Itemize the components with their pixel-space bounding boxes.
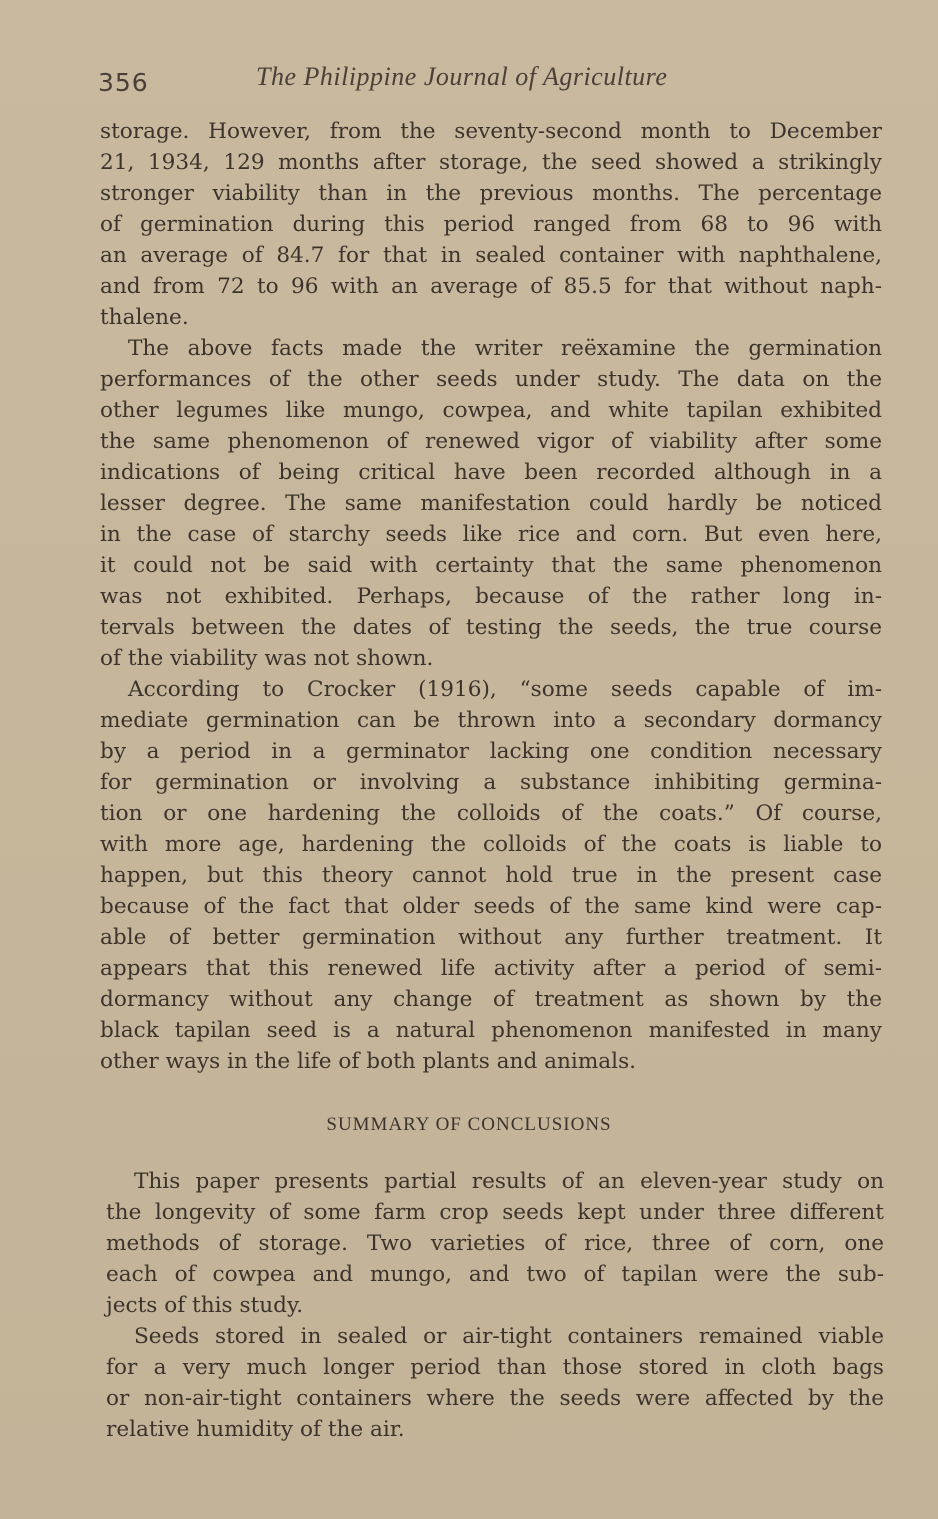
text-line: happen, but this theory cannot hold true in the present case [100, 863, 882, 888]
text-line: dormancy without any change of treatment as shown by the [100, 987, 882, 1012]
text-line: for germination or involving a substance inhibiting germina- [100, 770, 882, 795]
text-line: by a period in a germinator lacking one condition necessary [100, 739, 882, 764]
text-line: Seeds stored in sealed or air-tight containers remained viable [134, 1324, 884, 1349]
text-line: mediate germination can be thrown into a secondary dormancy [100, 708, 882, 733]
text-line: performances of the other seeds under study. The data on the [100, 367, 882, 392]
text-line: an average of 84.7 for that in sealed container with naphthalene, [100, 243, 882, 268]
text-line: each of cowpea and mungo, and two of tapilan were the sub- [106, 1262, 884, 1287]
text-line: because of the fact that older seeds of the same kind were cap- [100, 894, 882, 919]
text-line: 21, 1934, 129 months after storage, the seed showed a strikingly [100, 150, 882, 175]
text-line: was not exhibited. Perhaps, because of the rather long in- [100, 584, 882, 609]
page-number: 356 [98, 68, 149, 97]
text-line: other legumes like mungo, cowpea, and white tapilan exhibited [100, 398, 882, 423]
text-line: for a very much longer period than those stored in cloth bags [106, 1355, 884, 1380]
text-line: storage. However, from the seventy-second month to December [100, 119, 882, 144]
text-line: the longevity of some farm crop seeds kept under three different [106, 1200, 884, 1225]
paragraph-summary-scope [106, 1166, 884, 1321]
text-line: and from 72 to 96 with an average of 85.5 for that without naph- [100, 274, 882, 299]
text-line: methods of storage. Two varieties of rice, three of corn, one [106, 1231, 884, 1256]
paragraph-other-seeds [100, 333, 882, 674]
journal-title: The Philippine Journal of Agriculture [256, 62, 668, 91]
text-line: other ways in the life of both plants and animals. [100, 1049, 637, 1074]
text-line: jects of this study. [106, 1293, 304, 1318]
body-text [100, 116, 882, 1077]
paragraph-summary-sealed-containers [106, 1321, 884, 1445]
text-line: This paper presents partial results of an eleven-year study on [134, 1169, 884, 1194]
text-line: appears that this renewed life activity after a period of semi- [100, 956, 882, 981]
text-line: tervals between the dates of testing the seeds, the true course [100, 615, 882, 640]
text-line: of the viability was not shown. [100, 646, 434, 671]
paragraph-storage-results [100, 116, 882, 333]
paragraph-crocker-citation [100, 674, 882, 1077]
text-line: According to Crocker (1916), “some seeds capable of im- [128, 677, 882, 702]
text-line: it could not be said with certainty that the same phenomenon [100, 553, 882, 578]
text-line: black tapilan seed is a natural phenomenon manifested in many [100, 1018, 882, 1043]
text-line: The above facts made the writer reëxamine the germination [128, 336, 882, 361]
text-line: relative humidity of the air. [106, 1417, 405, 1442]
text-line: of germination during this period ranged from 68 to 96 with [100, 212, 882, 237]
text-line: thalene. [100, 305, 189, 330]
summary-text [106, 1166, 884, 1445]
text-line: indications of being critical have been recorded although in a [100, 460, 882, 485]
text-line: stronger viability than in the previous months. The percentage [100, 181, 882, 206]
text-line: with more age, hardening the colloids of the coats is liable to [100, 832, 882, 857]
section-heading-summary: SUMMARY OF CONCLUSIONS [326, 1114, 612, 1135]
text-line: tion or one hardening the colloids of the coats.” Of course, [100, 801, 882, 826]
text-line: able of better germination without any further treatment. It [100, 925, 882, 950]
text-line: in the case of starchy seeds like rice and corn. But even here, [100, 522, 882, 547]
text-line: the same phenomenon of renewed vigor of viability after some [100, 429, 882, 454]
text-line: or non-air-tight containers where the seeds were affected by the [106, 1386, 884, 1411]
text-line: lesser degree. The same manifestation could hardly be noticed [100, 491, 882, 516]
running-head [98, 58, 878, 98]
